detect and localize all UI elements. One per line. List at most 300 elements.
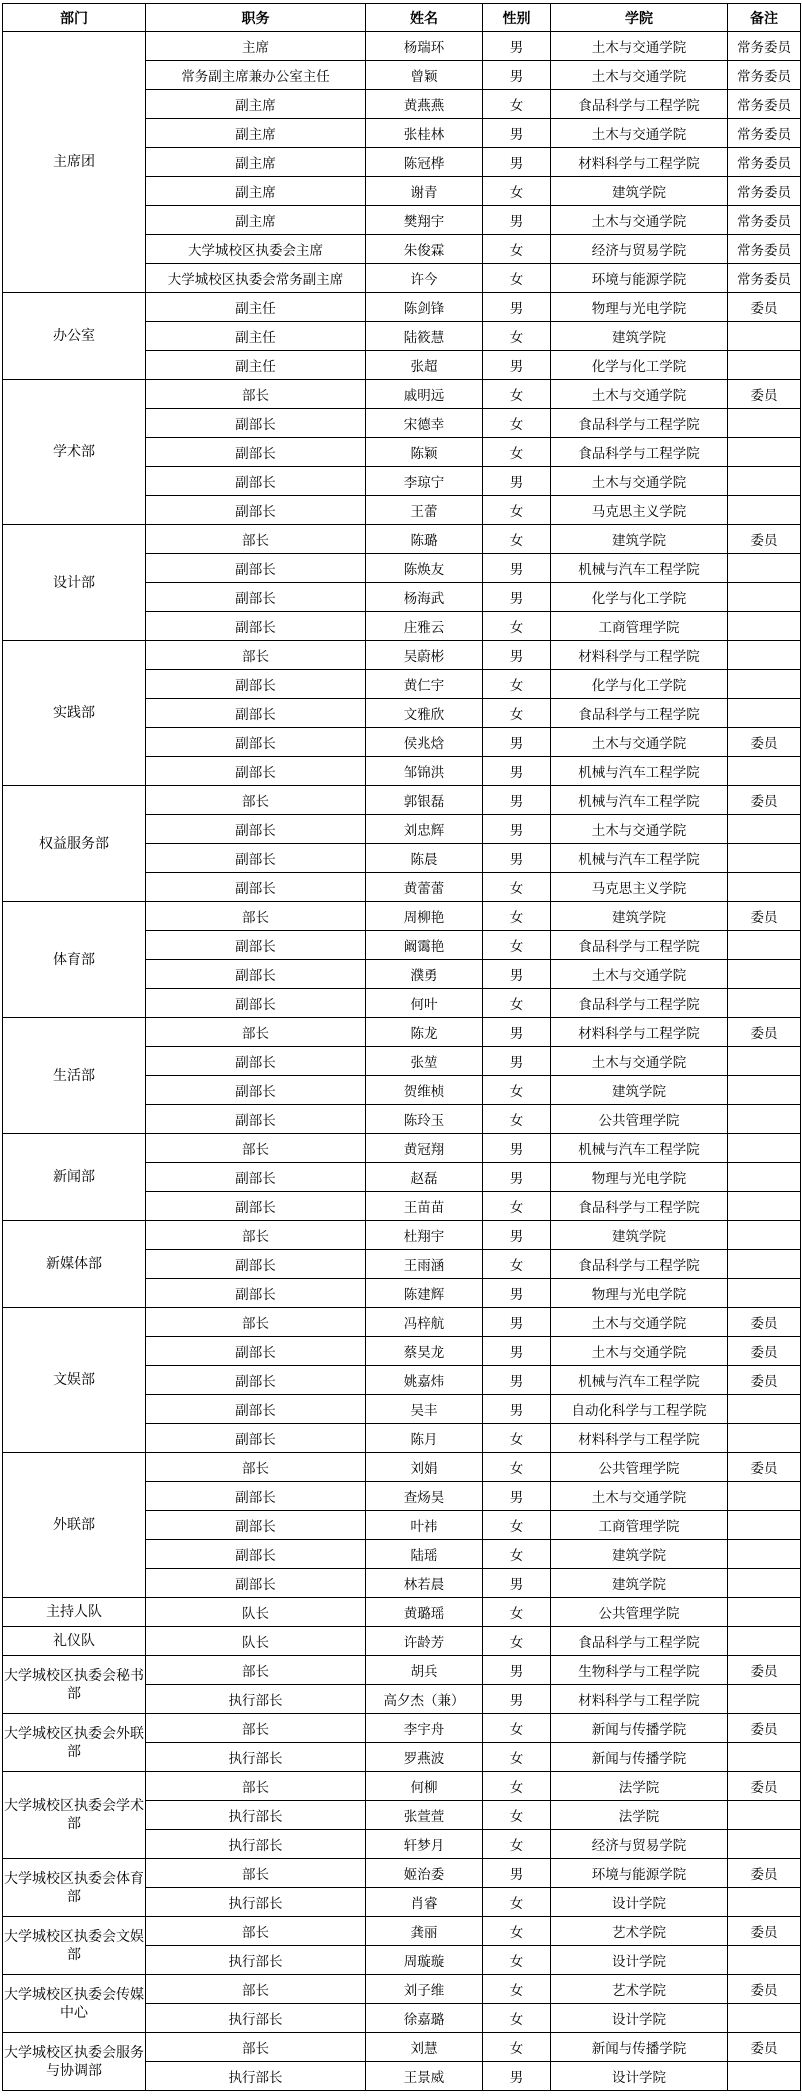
- dept-cell: 外联部: [3, 1453, 146, 1598]
- dept-cell: 大学城校区执委会服务与协调部: [3, 2033, 146, 2091]
- college-cell: 建筑学院: [551, 322, 728, 351]
- name-cell: 宋德幸: [366, 409, 483, 438]
- gender-cell: 女: [483, 235, 551, 264]
- gender-cell: 女: [483, 90, 551, 119]
- note-cell: [728, 1192, 801, 1221]
- college-cell: 土木与交通学院: [551, 32, 728, 61]
- gender-cell: 男: [483, 583, 551, 612]
- dept-cell: 设计部: [3, 525, 146, 641]
- dept-cell: 礼仪队: [3, 1627, 146, 1656]
- gender-cell: 女: [483, 496, 551, 525]
- college-cell: 土木与交通学院: [551, 380, 728, 409]
- note-cell: 委员: [728, 1453, 801, 1482]
- gender-cell: 女: [483, 931, 551, 960]
- name-cell: 阚霭艳: [366, 931, 483, 960]
- college-cell: 机械与汽车工程学院: [551, 786, 728, 815]
- gender-cell: 男: [483, 2062, 551, 2091]
- name-cell: 吴丰: [366, 1395, 483, 1424]
- name-cell: 轩梦月: [366, 1830, 483, 1859]
- note-cell: [728, 873, 801, 902]
- gender-cell: 男: [483, 1047, 551, 1076]
- note-cell: [728, 1047, 801, 1076]
- college-cell: 新闻与传播学院: [551, 1743, 728, 1772]
- note-cell: 委员: [728, 1975, 801, 2004]
- gender-cell: 男: [483, 1569, 551, 1598]
- gender-cell: 女: [483, 1105, 551, 1134]
- note-cell: 常务委员: [728, 32, 801, 61]
- note-cell: 委员: [728, 1018, 801, 1047]
- note-cell: [728, 1830, 801, 1859]
- dept-cell: 大学城校区执委会学术部: [3, 1772, 146, 1859]
- note-cell: 委员: [728, 728, 801, 757]
- position-cell: 副部长: [146, 1250, 366, 1279]
- dept-cell: 学术部: [3, 380, 146, 525]
- dept-cell: 新媒体部: [3, 1221, 146, 1308]
- note-cell: 委员: [728, 380, 801, 409]
- note-cell: [728, 1946, 801, 1975]
- college-cell: 食品科学与工程学院: [551, 989, 728, 1018]
- table-row: [3, 1598, 801, 1627]
- name-cell: 许龄芳: [366, 1627, 483, 1656]
- gender-cell: 女: [483, 1250, 551, 1279]
- dept-cell: 大学城校区执委会秘书部: [3, 1656, 146, 1714]
- gender-cell: 男: [483, 119, 551, 148]
- note-cell: 委员: [728, 293, 801, 322]
- note-cell: 常务委员: [728, 206, 801, 235]
- name-cell: 许今: [366, 264, 483, 293]
- note-cell: 委员: [728, 1859, 801, 1888]
- name-cell: 陈冠桦: [366, 148, 483, 177]
- note-cell: [728, 1163, 801, 1192]
- gender-cell: 女: [483, 264, 551, 293]
- table-row: [3, 902, 801, 931]
- gender-cell: 女: [483, 1540, 551, 1569]
- name-cell: 张萱萱: [366, 1801, 483, 1830]
- name-cell: 张堃: [366, 1047, 483, 1076]
- position-cell: 常务副主席兼办公室主任: [146, 61, 366, 90]
- dept-cell: 主席团: [3, 32, 146, 293]
- name-cell: 贺维桢: [366, 1076, 483, 1105]
- gender-cell: 女: [483, 2004, 551, 2033]
- name-cell: 刘忠辉: [366, 815, 483, 844]
- note-cell: [728, 1627, 801, 1656]
- position-cell: 部长: [146, 1134, 366, 1163]
- name-cell: 陈龙: [366, 1018, 483, 1047]
- college-cell: 新闻与传播学院: [551, 1714, 728, 1743]
- college-cell: 环境与能源学院: [551, 264, 728, 293]
- position-cell: 副部长: [146, 1424, 366, 1453]
- college-cell: 食品科学与工程学院: [551, 90, 728, 119]
- note-cell: [728, 1424, 801, 1453]
- note-cell: [728, 757, 801, 786]
- note-cell: 委员: [728, 1308, 801, 1337]
- position-cell: 副部长: [146, 1279, 366, 1308]
- gender-cell: 男: [483, 148, 551, 177]
- note-cell: [728, 931, 801, 960]
- header-gender: 性别: [483, 4, 551, 32]
- college-cell: 马克思主义学院: [551, 496, 728, 525]
- position-cell: 部长: [146, 1221, 366, 1250]
- college-cell: 自动化科学与工程学院: [551, 1395, 728, 1424]
- gender-cell: 女: [483, 902, 551, 931]
- dept-cell: 新闻部: [3, 1134, 146, 1221]
- note-cell: 委员: [728, 786, 801, 815]
- college-cell: 土木与交通学院: [551, 206, 728, 235]
- name-cell: 黄璐瑶: [366, 1598, 483, 1627]
- name-cell: 王蕾: [366, 496, 483, 525]
- position-cell: 副主任: [146, 322, 366, 351]
- note-cell: [728, 641, 801, 670]
- table-row: [3, 1975, 801, 2004]
- gender-cell: 女: [483, 873, 551, 902]
- position-cell: 副部长: [146, 960, 366, 989]
- note-cell: [728, 1743, 801, 1772]
- table-row: [3, 380, 801, 409]
- note-cell: [728, 960, 801, 989]
- gender-cell: 女: [483, 409, 551, 438]
- note-cell: [728, 1511, 801, 1540]
- dept-cell: 主持人队: [3, 1598, 146, 1627]
- college-cell: 设计学院: [551, 2062, 728, 2091]
- note-cell: 常务委员: [728, 264, 801, 293]
- dept-cell: 大学城校区执委会传媒中心: [3, 1975, 146, 2033]
- gender-cell: 女: [483, 1598, 551, 1627]
- note-cell: [728, 1250, 801, 1279]
- dept-cell: 权益服务部: [3, 786, 146, 902]
- position-cell: 副部长: [146, 1047, 366, 1076]
- position-cell: 主席: [146, 32, 366, 61]
- college-cell: 材料科学与工程学院: [551, 641, 728, 670]
- name-cell: 王苗苗: [366, 1192, 483, 1221]
- table-row: [3, 1772, 801, 1801]
- table-row: [3, 1308, 801, 1337]
- position-cell: 副部长: [146, 583, 366, 612]
- college-cell: 设计学院: [551, 1946, 728, 1975]
- gender-cell: 男: [483, 206, 551, 235]
- note-cell: [728, 612, 801, 641]
- gender-cell: 女: [483, 1424, 551, 1453]
- gender-cell: 女: [483, 989, 551, 1018]
- gender-cell: 男: [483, 554, 551, 583]
- name-cell: 冯梓航: [366, 1308, 483, 1337]
- position-cell: 副部长: [146, 844, 366, 873]
- college-cell: 建筑学院: [551, 177, 728, 206]
- name-cell: 谢青: [366, 177, 483, 206]
- college-cell: 化学与化工学院: [551, 670, 728, 699]
- position-cell: 副主席: [146, 177, 366, 206]
- note-cell: 委员: [728, 1917, 801, 1946]
- college-cell: 土木与交通学院: [551, 728, 728, 757]
- college-cell: 土木与交通学院: [551, 119, 728, 148]
- name-cell: 陈建辉: [366, 1279, 483, 1308]
- name-cell: 郭银磊: [366, 786, 483, 815]
- gender-cell: 女: [483, 380, 551, 409]
- note-cell: [728, 1569, 801, 1598]
- college-cell: 艺术学院: [551, 1975, 728, 2004]
- position-cell: 部长: [146, 1308, 366, 1337]
- name-cell: 黄燕燕: [366, 90, 483, 119]
- position-cell: 部长: [146, 2033, 366, 2062]
- name-cell: 戚明远: [366, 380, 483, 409]
- college-cell: 土木与交通学院: [551, 1337, 728, 1366]
- note-cell: [728, 1685, 801, 1714]
- note-cell: 常务委员: [728, 119, 801, 148]
- note-cell: [728, 1105, 801, 1134]
- table-row: [3, 641, 801, 670]
- name-cell: 姬治委: [366, 1859, 483, 1888]
- dept-cell: 大学城校区执委会文娱部: [3, 1917, 146, 1975]
- position-cell: 副部长: [146, 1192, 366, 1221]
- dept-cell: 实践部: [3, 641, 146, 786]
- gender-cell: 男: [483, 1163, 551, 1192]
- college-cell: 食品科学与工程学院: [551, 699, 728, 728]
- gender-cell: 男: [483, 1308, 551, 1337]
- position-cell: 副部长: [146, 438, 366, 467]
- header-name: 姓名: [366, 4, 483, 32]
- college-cell: 经济与贸易学院: [551, 1830, 728, 1859]
- header-note: 备注: [728, 4, 801, 32]
- college-cell: 物理与光电学院: [551, 1163, 728, 1192]
- position-cell: 执行部长: [146, 1685, 366, 1714]
- position-cell: 副部长: [146, 1337, 366, 1366]
- header-row: [3, 4, 801, 32]
- college-cell: 马克思主义学院: [551, 873, 728, 902]
- position-cell: 副部长: [146, 1105, 366, 1134]
- position-cell: 部长: [146, 902, 366, 931]
- note-cell: [728, 1482, 801, 1511]
- position-cell: 副主任: [146, 293, 366, 322]
- name-cell: 杜翔宇: [366, 1221, 483, 1250]
- position-cell: 部长: [146, 1859, 366, 1888]
- name-cell: 黄蕾蕾: [366, 873, 483, 902]
- name-cell: 李琼宁: [366, 467, 483, 496]
- dept-cell: 大学城校区执委会外联部: [3, 1714, 146, 1772]
- gender-cell: 男: [483, 1337, 551, 1366]
- table-row: [3, 786, 801, 815]
- gender-cell: 男: [483, 1656, 551, 1685]
- name-cell: 文雅欣: [366, 699, 483, 728]
- position-cell: 执行部长: [146, 2062, 366, 2091]
- name-cell: 龚丽: [366, 1917, 483, 1946]
- table-row: [3, 1453, 801, 1482]
- college-cell: 物理与光电学院: [551, 1279, 728, 1308]
- name-cell: 赵磊: [366, 1163, 483, 1192]
- name-cell: 曾颖: [366, 61, 483, 90]
- position-cell: 副部长: [146, 1569, 366, 1598]
- gender-cell: 女: [483, 1076, 551, 1105]
- note-cell: 委员: [728, 1337, 801, 1366]
- college-cell: 土木与交通学院: [551, 815, 728, 844]
- position-cell: 副部长: [146, 1540, 366, 1569]
- college-cell: 机械与汽车工程学院: [551, 844, 728, 873]
- name-cell: 胡兵: [366, 1656, 483, 1685]
- college-cell: 材料科学与工程学院: [551, 1685, 728, 1714]
- gender-cell: 女: [483, 1801, 551, 1830]
- name-cell: 黄冠翔: [366, 1134, 483, 1163]
- college-cell: 材料科学与工程学院: [551, 148, 728, 177]
- college-cell: 生物科学与工程学院: [551, 1656, 728, 1685]
- position-cell: 部长: [146, 641, 366, 670]
- position-cell: 执行部长: [146, 1743, 366, 1772]
- name-cell: 陆筱慧: [366, 322, 483, 351]
- note-cell: [728, 1279, 801, 1308]
- name-cell: 周璇璇: [366, 1946, 483, 1975]
- college-cell: 工商管理学院: [551, 612, 728, 641]
- position-cell: 副部长: [146, 554, 366, 583]
- position-cell: 部长: [146, 1975, 366, 2004]
- gender-cell: 女: [483, 670, 551, 699]
- name-cell: 徐嘉璐: [366, 2004, 483, 2033]
- position-cell: 副部长: [146, 670, 366, 699]
- table-row: [3, 32, 801, 61]
- note-cell: 委员: [728, 525, 801, 554]
- college-cell: 食品科学与工程学院: [551, 438, 728, 467]
- position-cell: 队长: [146, 1627, 366, 1656]
- note-cell: 委员: [728, 1714, 801, 1743]
- name-cell: 李宇舟: [366, 1714, 483, 1743]
- gender-cell: 男: [483, 786, 551, 815]
- name-cell: 陈焕友: [366, 554, 483, 583]
- name-cell: 陈剑锋: [366, 293, 483, 322]
- college-cell: 法学院: [551, 1772, 728, 1801]
- position-cell: 部长: [146, 786, 366, 815]
- name-cell: 王雨涵: [366, 1250, 483, 1279]
- position-cell: 执行部长: [146, 2004, 366, 2033]
- position-cell: 大学城校区执委会主席: [146, 235, 366, 264]
- dept-cell: 大学城校区执委会体育部: [3, 1859, 146, 1917]
- note-cell: 常务委员: [728, 235, 801, 264]
- gender-cell: 男: [483, 467, 551, 496]
- name-cell: 刘娟: [366, 1453, 483, 1482]
- gender-cell: 女: [483, 1453, 551, 1482]
- position-cell: 副部长: [146, 1366, 366, 1395]
- table-row: [3, 1018, 801, 1047]
- name-cell: 杨瑞环: [366, 32, 483, 61]
- position-cell: 副部长: [146, 612, 366, 641]
- note-cell: 常务委员: [728, 90, 801, 119]
- college-cell: 新闻与传播学院: [551, 2033, 728, 2062]
- college-cell: 土木与交通学院: [551, 61, 728, 90]
- table-row: [3, 1859, 801, 1888]
- position-cell: 大学城校区执委会常务副主席: [146, 264, 366, 293]
- position-cell: 部长: [146, 1453, 366, 1482]
- gender-cell: 男: [483, 293, 551, 322]
- college-cell: 食品科学与工程学院: [551, 1192, 728, 1221]
- gender-cell: 女: [483, 1917, 551, 1946]
- gender-cell: 女: [483, 1743, 551, 1772]
- college-cell: 土木与交通学院: [551, 467, 728, 496]
- header-dept: 部门: [3, 4, 146, 32]
- college-cell: 机械与汽车工程学院: [551, 1134, 728, 1163]
- position-cell: 副部长: [146, 931, 366, 960]
- gender-cell: 男: [483, 1859, 551, 1888]
- gender-cell: 男: [483, 641, 551, 670]
- gender-cell: 女: [483, 438, 551, 467]
- gender-cell: 男: [483, 728, 551, 757]
- position-cell: 副主席: [146, 90, 366, 119]
- dept-cell: 办公室: [3, 293, 146, 380]
- name-cell: 陈颖: [366, 438, 483, 467]
- gender-cell: 男: [483, 61, 551, 90]
- gender-cell: 女: [483, 699, 551, 728]
- gender-cell: 女: [483, 612, 551, 641]
- note-cell: [728, 467, 801, 496]
- note-cell: [728, 1395, 801, 1424]
- note-cell: [728, 1888, 801, 1917]
- position-cell: 执行部长: [146, 1946, 366, 1975]
- gender-cell: 男: [483, 351, 551, 380]
- college-cell: 建筑学院: [551, 902, 728, 931]
- gender-cell: 男: [483, 757, 551, 786]
- name-cell: 邹锦洪: [366, 757, 483, 786]
- position-cell: 副部长: [146, 1395, 366, 1424]
- dept-cell: 生活部: [3, 1018, 146, 1134]
- name-cell: 林若晨: [366, 1569, 483, 1598]
- table-row: [3, 1714, 801, 1743]
- position-cell: 副部长: [146, 1511, 366, 1540]
- gender-cell: 女: [483, 1830, 551, 1859]
- position-cell: 副部长: [146, 496, 366, 525]
- gender-cell: 女: [483, 1772, 551, 1801]
- position-cell: 副部长: [146, 1482, 366, 1511]
- gender-cell: 女: [483, 1192, 551, 1221]
- position-cell: 副主席: [146, 206, 366, 235]
- college-cell: 建筑学院: [551, 1569, 728, 1598]
- name-cell: 肖睿: [366, 1888, 483, 1917]
- note-cell: [728, 438, 801, 467]
- college-cell: 机械与汽车工程学院: [551, 1366, 728, 1395]
- gender-cell: 女: [483, 322, 551, 351]
- position-cell: 部长: [146, 1714, 366, 1743]
- note-cell: [728, 815, 801, 844]
- gender-cell: 女: [483, 1627, 551, 1656]
- gender-cell: 男: [483, 1279, 551, 1308]
- name-cell: 陈晨: [366, 844, 483, 873]
- table-row: [3, 1221, 801, 1250]
- college-cell: 公共管理学院: [551, 1453, 728, 1482]
- table-row: [3, 1134, 801, 1163]
- name-cell: 查炀昊: [366, 1482, 483, 1511]
- note-cell: 委员: [728, 2033, 801, 2062]
- name-cell: 朱俊霖: [366, 235, 483, 264]
- gender-cell: 男: [483, 1221, 551, 1250]
- gender-cell: 男: [483, 960, 551, 989]
- position-cell: 副主席: [146, 119, 366, 148]
- note-cell: [728, 554, 801, 583]
- name-cell: 陆瑶: [366, 1540, 483, 1569]
- name-cell: 罗燕波: [366, 1743, 483, 1772]
- gender-cell: 女: [483, 1946, 551, 1975]
- note-cell: [728, 1076, 801, 1105]
- dept-cell: 文娱部: [3, 1308, 146, 1453]
- gender-cell: 男: [483, 1395, 551, 1424]
- position-cell: 部长: [146, 380, 366, 409]
- gender-cell: 男: [483, 32, 551, 61]
- position-cell: 副部长: [146, 409, 366, 438]
- college-cell: 设计学院: [551, 2004, 728, 2033]
- table-row: [3, 293, 801, 322]
- note-cell: [728, 409, 801, 438]
- name-cell: 张超: [366, 351, 483, 380]
- position-cell: 副部长: [146, 873, 366, 902]
- note-cell: 委员: [728, 902, 801, 931]
- name-cell: 刘子维: [366, 1975, 483, 2004]
- name-cell: 樊翔宇: [366, 206, 483, 235]
- position-cell: 部长: [146, 1018, 366, 1047]
- position-cell: 执行部长: [146, 1888, 366, 1917]
- gender-cell: 女: [483, 1511, 551, 1540]
- college-cell: 食品科学与工程学院: [551, 409, 728, 438]
